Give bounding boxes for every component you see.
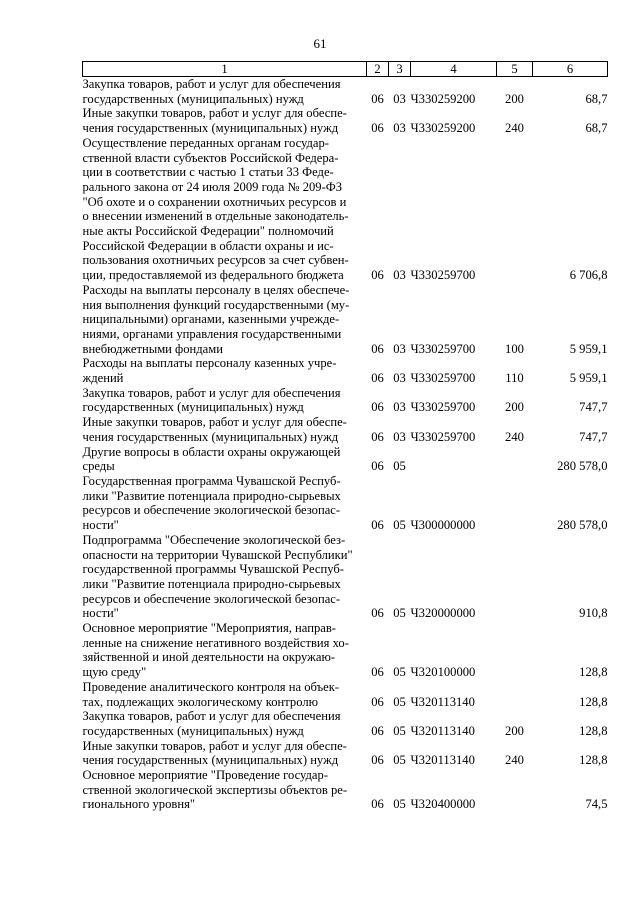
expense-type-code: 200 [505, 91, 524, 106]
section-code: 06 [371, 753, 384, 768]
description-line: Российской Федерации в области охраны и ис- [82, 238, 334, 253]
description-line: ности" [82, 606, 119, 621]
description-line: Расходы на выплаты персоналу казенных учре- [82, 356, 337, 371]
description-line: ные акты Российской Федерации" полномочий [82, 224, 334, 239]
row-description [83, 680, 367, 709]
table-row [83, 474, 608, 533]
description-line: пользования охотничьих ресурсов за счет субвен- [82, 253, 349, 268]
target-article-code: Ч330259700 [410, 429, 476, 444]
description-line: Государственная программа Чувашской Респуб- [82, 473, 341, 488]
amount: 280 578,0 [557, 518, 608, 533]
row-description [83, 283, 367, 357]
section-code: 06 [371, 694, 384, 709]
table-body [83, 77, 608, 813]
amount: 74,5 [585, 797, 608, 812]
subsection-code: 03 [393, 91, 406, 106]
amount: 910,8 [579, 606, 608, 621]
description-line: зяйственной и иной деятельности на окружаю- [82, 650, 336, 665]
section-code: 06 [371, 400, 384, 415]
section-code: 06 [371, 91, 384, 106]
expense-type-code [497, 680, 533, 709]
description-line: Основное мероприятие "Проведение государ- [82, 768, 329, 783]
amount: 747,7 [579, 429, 608, 444]
section-code: 06 [371, 518, 384, 533]
row-description [83, 415, 367, 444]
target-article-code: Ч320113140 [410, 753, 475, 768]
target-article-code: Ч320400000 [410, 797, 476, 812]
description-line: среды [82, 459, 115, 474]
table-row [83, 533, 608, 621]
amount: 5 959,1 [569, 371, 608, 386]
description-line: ности" [82, 518, 119, 533]
row-description [83, 445, 367, 474]
description-line: Другие вопросы в области охраны окружающей [82, 444, 341, 459]
description-line: тах, подлежащих экологическому контролю [82, 694, 319, 709]
table-row [83, 136, 608, 283]
row-description [83, 136, 367, 283]
section-code: 06 [371, 797, 384, 812]
table-header [83, 62, 608, 77]
description-line: ции, предоставляемой из федерального бюджета [82, 268, 344, 283]
description-line: о внесении изменений в отдельные законодатель- [82, 209, 349, 224]
header-col-4: 4 [411, 62, 497, 77]
expense-type-code: 200 [505, 400, 524, 415]
subsection-code: 05 [393, 753, 406, 768]
subsection-code: 05 [393, 797, 406, 812]
expense-type-code: 100 [505, 341, 524, 356]
description-line: государственных (муниципальных) нужд [82, 400, 304, 415]
header-row [83, 62, 608, 77]
amount: 128,8 [579, 694, 608, 709]
table-row [83, 283, 608, 357]
target-article-code: Ч300000000 [410, 518, 476, 533]
table-row [83, 77, 608, 107]
row-description [83, 474, 367, 533]
description-line: чения государственных (муниципальных) нужд [82, 429, 339, 444]
amount: 280 578,0 [557, 459, 608, 474]
table-row [83, 415, 608, 444]
section-code: 06 [371, 723, 384, 738]
row-description [83, 739, 367, 768]
table-row [83, 739, 608, 768]
description-line: Проведение аналитического контроля на объек- [82, 679, 340, 694]
description-line: Закупка товаров, работ и услуг для обеспечения [82, 385, 341, 400]
description-line: ждений [82, 371, 124, 386]
row-description [83, 533, 367, 621]
description-line: Иные закупки товаров, работ и услуг для обеспе- [82, 106, 347, 121]
description-line: гионального уровня" [82, 797, 196, 812]
description-line: ния выполнения функций государственными (му- [82, 297, 350, 312]
subsection-code: 05 [393, 459, 406, 474]
amount: 6 706,8 [569, 268, 608, 283]
target-article-code: Ч320113140 [410, 694, 475, 709]
row-description [83, 709, 367, 738]
table-row [83, 680, 608, 709]
target-article-code [411, 445, 497, 474]
description-line: "Об охоте и о сохранении охотничьих ресурсов и [82, 194, 347, 209]
description-line: Подпрограмма "Обеспечение экологической без- [82, 532, 346, 547]
description-line: лики "Развитие потенциала природно-сырьевых [82, 576, 341, 591]
target-article-code: Ч330259700 [410, 341, 476, 356]
table-row [83, 356, 608, 385]
header-col-5: 5 [497, 62, 533, 77]
section-code: 06 [371, 268, 384, 283]
expense-type-code: 240 [505, 121, 524, 136]
section-code: 06 [371, 665, 384, 680]
subsection-code: 03 [393, 341, 406, 356]
row-description [83, 356, 367, 385]
expense-type-code: 110 [505, 371, 524, 386]
section-code: 06 [371, 429, 384, 444]
description-line: государственных (муниципальных) нужд [82, 723, 304, 738]
description-line: Основное мероприятие "Мероприятия, направ- [82, 621, 336, 636]
subsection-code: 03 [393, 121, 406, 136]
table-row [83, 768, 608, 812]
description-line: Иные закупки товаров, работ и услуг для обеспе- [82, 738, 347, 753]
description-line: Закупка товаров, работ и услуг для обеспечения [82, 709, 341, 724]
description-line: ниями, органами управления государственными [82, 326, 342, 341]
row-description [83, 386, 367, 415]
description-line: государственных (муниципальных) нужд [82, 91, 304, 106]
table-row [83, 621, 608, 680]
row-description [83, 77, 367, 107]
expense-type-code [497, 533, 533, 621]
description-line: ции в соответствии с частью 1 статьи 33 Феде- [82, 165, 334, 180]
section-code: 06 [371, 341, 384, 356]
amount: 747,7 [579, 400, 608, 415]
subsection-code: 05 [393, 665, 406, 680]
subsection-code: 05 [393, 518, 406, 533]
expense-type-code [497, 621, 533, 680]
description-line: ресурсов и обеспечение экологической безопас- [82, 503, 341, 518]
description-line: Осуществление переданных органам государ- [82, 135, 329, 150]
expense-type-code [497, 445, 533, 474]
expense-type-code: 240 [505, 429, 524, 444]
description-line: лики "Развитие потенциала природно-сырьевых [82, 488, 341, 503]
section-code: 06 [371, 459, 384, 474]
header-col-2: 2 [367, 62, 389, 77]
amount: 68,7 [585, 91, 608, 106]
header-col-3: 3 [389, 62, 411, 77]
expense-type-code [497, 474, 533, 533]
header-col-6: 6 [533, 62, 608, 77]
description-line: ственной экологической экспертизы объектов ре- [82, 782, 348, 797]
amount: 128,8 [579, 665, 608, 680]
description-line: ственной власти субъектов Российской Федера- [82, 150, 339, 165]
amount: 68,7 [585, 121, 608, 136]
subsection-code: 05 [393, 694, 406, 709]
description-line: опасности на территории Чувашской Республики" [82, 547, 353, 562]
description-line: внебюджетными фондами [82, 341, 223, 356]
row-description [83, 768, 367, 812]
description-line: ниципальными) органами, казенными учрежде- [82, 312, 340, 327]
description-line: Иные закупки товаров, работ и услуг для обеспе- [82, 415, 347, 430]
subsection-code: 03 [393, 400, 406, 415]
description-line: чения государственных (муниципальных) нужд [82, 121, 339, 136]
description-line: рального закона от 24 июля 2009 года № 209-ФЗ [82, 179, 343, 194]
table-row [83, 709, 608, 738]
amount: 128,8 [579, 753, 608, 768]
section-code: 06 [371, 121, 384, 136]
target-article-code: Ч330259700 [410, 400, 476, 415]
target-article-code: Ч330259700 [410, 371, 476, 386]
target-article-code: Ч330259200 [410, 91, 476, 106]
description-line: ресурсов и обеспечение экологической безопас- [82, 591, 341, 606]
subsection-code: 05 [393, 723, 406, 738]
expense-type-code [497, 768, 533, 812]
row-description [83, 106, 367, 135]
subsection-code: 03 [393, 429, 406, 444]
expense-type-code: 200 [505, 723, 524, 738]
target-article-code: Ч330259200 [410, 121, 476, 136]
budget-table [82, 61, 608, 812]
target-article-code: Ч320100000 [410, 665, 476, 680]
description-line: щую среду" [82, 665, 147, 680]
table-row [83, 386, 608, 415]
section-code: 06 [371, 371, 384, 386]
target-article-code: Ч320000000 [410, 606, 476, 621]
subsection-code: 03 [393, 268, 406, 283]
description-line: Расходы на выплаты персоналу в целях обеспече- [82, 282, 350, 297]
description-line: государственной программы Чувашской Респуб- [82, 562, 344, 577]
page-number: 61 [313, 36, 327, 51]
description-line: чения государственных (муниципальных) нужд [82, 753, 339, 768]
description-line: Закупка товаров, работ и услуг для обеспечения [82, 77, 341, 91]
section-code: 06 [371, 606, 384, 621]
subsection-code: 03 [393, 371, 406, 386]
row-description [83, 621, 367, 680]
amount: 128,8 [579, 723, 608, 738]
subsection-code: 05 [393, 606, 406, 621]
expense-type-code: 240 [505, 753, 524, 768]
table-row [83, 106, 608, 135]
amount: 5 959,1 [569, 341, 608, 356]
table-row [83, 445, 608, 474]
header-col-1: 1 [83, 62, 367, 77]
description-line: ленные на снижение негативного воздействия хо- [82, 635, 349, 650]
target-article-code: Ч330259700 [410, 268, 476, 283]
expense-type-code [497, 136, 533, 283]
target-article-code: Ч320113140 [410, 723, 475, 738]
